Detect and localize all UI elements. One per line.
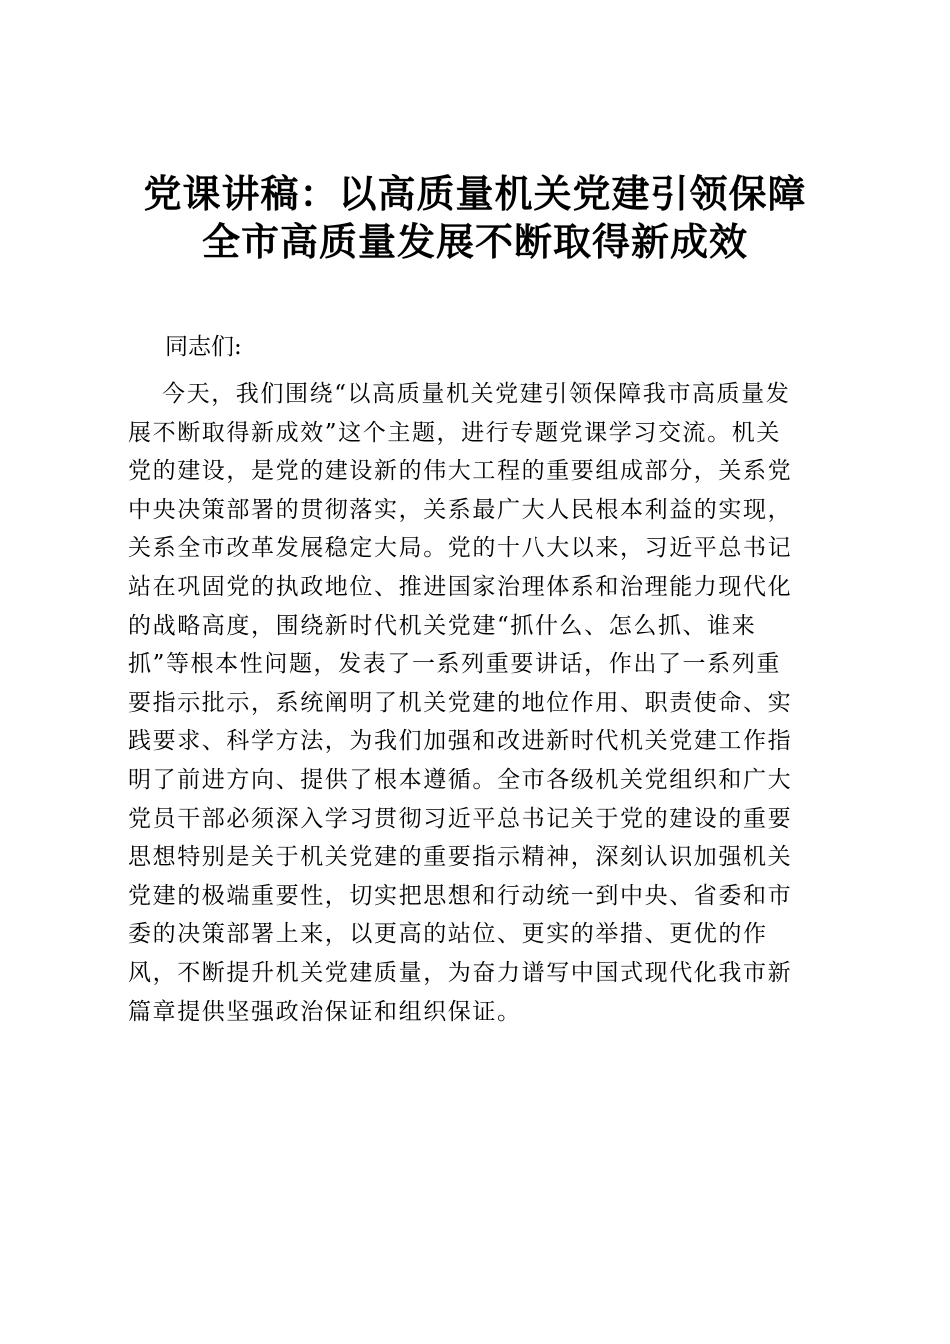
body-line: 党的建设，是党的建设新的伟大工程的重要组成部分，关系党 [128, 458, 793, 485]
body-line: 委的决策部署上来，以更高的站位、更实的举措、更优的作 [128, 921, 768, 948]
body-line: 要指示批示，系统阐明了机关党建的地位作用、职责使命、实 [128, 689, 793, 716]
body-line: 关系全市改革发展稳定大局。党的十八大以来，习近平总书记 [128, 535, 793, 562]
body-line: 党建的极端重要性，切实把思想和行动统一到中央、省委和市 [128, 882, 793, 909]
title-line-1: 党课讲稿：以高质量机关党建引领保障 [143, 172, 807, 216]
body-paragraph [128, 375, 828, 1031]
body-line: 站在巩固党的执政地位、推进国家治理体系和治理能力现代化 [128, 573, 793, 600]
body-line: 展不断取得新成效”这个主题，进行专题党课学习交流。机关 [128, 419, 781, 446]
body-line: 党员干部必须深入学习贯彻习近平总书记关于党的建设的重要 [128, 805, 793, 832]
body-line: 践要求、科学方法，为我们加强和改进新时代机关党建工作指 [128, 728, 793, 755]
body-line: 思想特别是关于机关党建的重要指示精神，深刻认识加强机关 [128, 844, 793, 871]
title-line-2: 全市高质量发展不断取得新成效 [201, 220, 748, 264]
body-line: 抓”等根本性问题，发表了一系列重要讲话，作出了一系列重 [128, 651, 781, 678]
body-line: 篇章提供坚强政治保证和组织保证。 [128, 998, 522, 1025]
body-line: 明了前进方向、提供了根本遵循。全市各级机关党组织和广大 [128, 766, 793, 793]
document-title [100, 170, 850, 266]
salutation: 同志们: [165, 334, 242, 360]
body-line: 今天，我们围绕“以高质量机关党建引领保障我市高质量发 [162, 381, 791, 407]
body-line: 的战略高度，围绕新时代机关党建“抓什么、怎么抓、谁来 [128, 612, 757, 639]
body-line: 中央决策部署的贯彻落实，关系最广大人民根本利益的实现， [128, 496, 793, 523]
body-line: 风，不断提升机关党建质量，为奋力谱写中国式现代化我市新 [128, 959, 793, 986]
